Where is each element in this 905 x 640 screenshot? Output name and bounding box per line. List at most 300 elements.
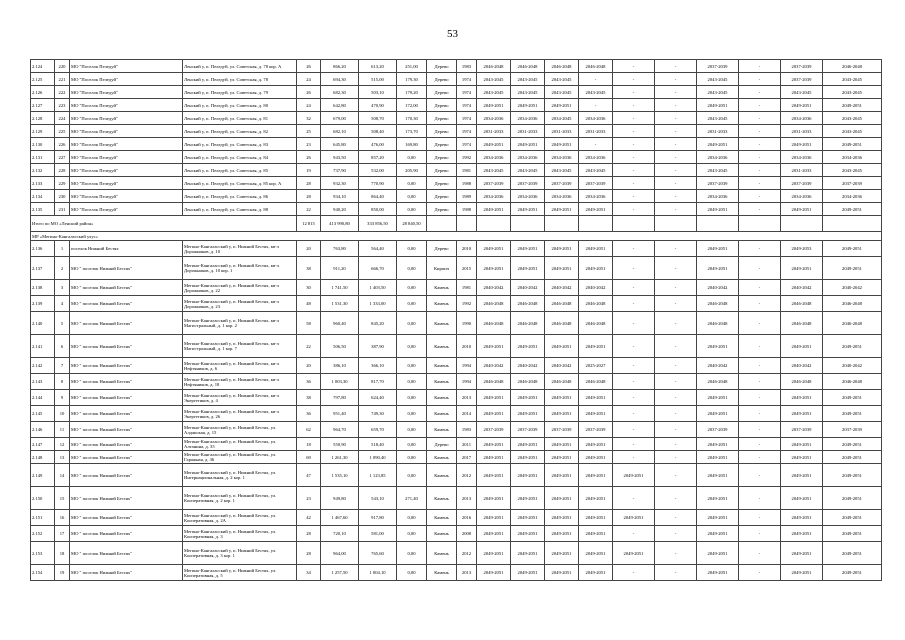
cell-s1: 951,40 [321,406,359,422]
cell-p4: 2034-2036 [579,190,613,203]
cell-p8: - [739,73,781,86]
cell-p5: - [613,241,655,257]
cell-addr: Ленский у, п. Пеледуй, ул. Советская, д. 88 [183,203,297,216]
cell-p2: 2049-2051 [511,438,545,451]
cell-p9: 2049-2051 [781,138,823,151]
cell-s3: 0,00 [397,296,427,312]
cell-p10: 2049-2051 [823,99,882,112]
cell-p8: - [739,60,781,73]
cell-apt: 26 [297,86,321,99]
cell-p3: 2049-2051 [545,203,579,216]
cell-s2: 765,60 [359,542,397,565]
cell-year: 2012 [457,542,477,565]
cell-addr: Мегино-Кангаласский у, п. Нижний Бестях, кв-л Нефтяников, д. 18 [183,374,297,390]
cell-p4: 2046-2048 [579,60,613,73]
cell-addr: Ленский у, п. Пеледуй, ул. Советская, д. 85 кор. А [183,177,297,190]
cell-p8: - [739,257,781,280]
cell-mat: Камень [427,335,457,358]
cell-p3: 2049-2051 [545,464,579,487]
cell-p10: 2037-2039 [823,422,882,438]
cell-addr: Ленский у, п. Пеледуй, ул. Советская, д. 81 [183,112,297,125]
cell-mo: МО " поселок Нижний Бестях" [70,464,183,487]
cell-addr: Мегино-Кангаласский у, п. Нижний Бестях, кв-л Магистральный, д. 1 кор. 7 [183,335,297,358]
cell-p4: 2025-2027 [579,358,613,374]
cell-p7: 2049-2051 [697,390,739,406]
cell-mo: МО " поселок Нижний Бестях" [70,487,183,510]
cell-addr: Мегино-Кангаласский у, п. Нижний Бестях, ул. Интернациональная, д. 2 кор. 1 [183,464,297,487]
cell-p8: - [739,296,781,312]
cell-p2: 2043-2045 [511,73,545,86]
cell-id: 4 [55,296,70,312]
cell-p8: - [739,241,781,257]
cell-s1: 642,80 [321,99,359,112]
cell-p8: - [739,438,781,451]
cell-s3: 0,00 [397,335,427,358]
table-row [31,296,882,312]
cell-s1: 911,20 [321,257,359,280]
cell-p1: 2049-2051 [477,241,511,257]
cell-p8: - [739,125,781,138]
cell-p4: 2049-2051 [579,438,613,451]
cell-mat: Камень [427,510,457,526]
table-row [31,203,882,216]
cell-s2: 366,10 [359,358,397,374]
cell-p2: 2043-2045 [511,86,545,99]
cell-p1: 2049-2051 [477,406,511,422]
cell-p9: 2031-2033 [781,125,823,138]
cell-s2: 1 123,85 [359,464,397,487]
cell-p2: 2040-2042 [511,280,545,296]
cell-p8: - [739,99,781,112]
cell-p3: 2049-2051 [545,510,579,526]
cell-mat: Камень [427,542,457,565]
cell-p4: 2049-2051 [579,451,613,464]
cell-s1: 506,50 [321,335,359,358]
cell-p2: 2049-2051 [511,138,545,151]
cell-addr: Ленский у, п. Пеледуй, ул. Советская, д. 85 [183,164,297,177]
cell-p2: 2049-2051 [511,542,545,565]
table-row [31,464,882,487]
cell-p8: - [739,335,781,358]
cell-p7: 2049-2051 [697,487,739,510]
cell-year: 1974 [457,112,477,125]
cell-s3: 0,00 [397,451,427,464]
cell-year: 1990 [457,312,477,335]
cell-addr: Мегино-Кангаласский у, п. Нижний Бестях, кв-л Нефтяников, д. 6 [183,358,297,374]
cell-p9: 2049-2051 [781,335,823,358]
cell-p10: 2049-2051 [823,138,882,151]
cell-mo: МО "Поселок Пеледуй" [70,99,183,112]
cell-s2: 659,70 [359,422,397,438]
cell-p1: 2049-2051 [477,257,511,280]
cell-s2: 666,70 [359,257,397,280]
cell-s3: 0,00 [397,177,427,190]
cell-mat: Дерево [427,438,457,451]
cell-no: 2.131 [31,151,55,164]
cell-p10: 2049-2051 [823,487,882,510]
cell-s1: 1 531,30 [321,296,359,312]
cell-addr: Мегино-Кангаласский у, п. Нижний Бестях, ул. Кооперативная, д. 3 [183,526,297,542]
cell-p5: - [613,358,655,374]
cell-p7: 2049-2051 [697,203,739,216]
cell-p5: 2049-2051 [613,464,655,487]
cell-year: 1994 [457,358,477,374]
cell-s1: 960,40 [321,312,359,335]
total-s1: 413 990,80 [321,216,359,232]
cell-p8: - [739,451,781,464]
cell-p2: 2040-2042 [511,358,545,374]
cell-year: 1992 [457,151,477,164]
cell-p2: 2049-2051 [511,390,545,406]
cell-mo: МО " поселок Нижний Бестях" [70,390,183,406]
cell-no: 2.142 [31,358,55,374]
cell-s2: 387,90 [359,335,397,358]
cell-s1: 866,20 [321,60,359,73]
cell-p1: 2049-2051 [477,510,511,526]
cell-p8: - [739,406,781,422]
cell-p8: - [739,374,781,390]
cell-p2: 2049-2051 [511,565,545,581]
cell-s1: 1 741,50 [321,280,359,296]
cell-p1: 2049-2051 [477,203,511,216]
cell-p7: 2046-2048 [697,312,739,335]
cell-p8: - [739,487,781,510]
table-row [31,526,882,542]
cell-id: 229 [55,177,70,190]
cell-p1: 2043-2045 [477,86,511,99]
cell-p7: 2043-2045 [697,73,739,86]
cell-s1: 645,80 [321,138,359,151]
cell-s2: 476,00 [359,138,397,151]
cell-p1: 2049-2051 [477,438,511,451]
cell-mo: МО "Поселок Пеледуй" [70,86,183,99]
cell-p8: - [739,177,781,190]
cell-apt: 38 [297,257,321,280]
cell-mat: Дерево [427,241,457,257]
cell-p9: 2046-2048 [781,374,823,390]
cell-mat: Кирпич [427,257,457,280]
cell-addr: Мегино-Кангаласский у, п. Нижний Бестях, ул. Кооперативная, д. 2 кор. 1 [183,487,297,510]
cell-no: 2.147 [31,438,55,451]
cell-mat: Дерево [427,177,457,190]
cell-s1: 934,10 [321,190,359,203]
cell-p10: 2037-2039 [823,177,882,190]
cell-p3: 2043-2045 [545,86,579,99]
cell-p5: - [613,190,655,203]
cell-s3: 172,00 [397,99,427,112]
cell-p1: 2049-2051 [477,565,511,581]
cell-p5: - [613,487,655,510]
cell-p1: 2031-2033 [477,125,511,138]
cell-p2: 2049-2051 [511,451,545,464]
cell-p9: 2046-2048 [781,312,823,335]
cell-p9: 2049-2053 [781,241,823,257]
cell-p6: - [655,125,697,138]
cell-s3: 179,30 [397,73,427,86]
cell-mat: Камень [427,390,457,406]
cell-p4: 2037-2039 [579,422,613,438]
cell-p9: 2049-2051 [781,406,823,422]
cell-apt: 32 [297,112,321,125]
cell-s2: 515,00 [359,73,397,86]
cell-year: 1974 [457,86,477,99]
cell-p4: 2043-2045 [579,86,613,99]
cell-year: 1981 [457,280,477,296]
cell-p3: 2049-2051 [545,99,579,112]
cell-id: 221 [55,73,70,86]
cell-id: 19 [55,565,70,581]
cell-s3: 0,00 [397,464,427,487]
cell-p1: 2034-2036 [477,112,511,125]
cell-p4: 2043-2045 [579,164,613,177]
cell-p7: 2049-2051 [697,526,739,542]
cell-p6: - [655,73,697,86]
cell-p1: 2046-2048 [477,312,511,335]
cell-p3: 2049-2051 [545,451,579,464]
table-row [31,374,882,390]
cell-id: 227 [55,151,70,164]
cell-p6: - [655,374,697,390]
cell-p3: 2046-2048 [545,312,579,335]
cell-mo: МО " поселок Нижний Бестях" [70,296,183,312]
cell-year: 1988 [457,177,477,190]
cell-mat: Дерево [427,151,457,164]
cell-p7: 2049-2051 [697,257,739,280]
total-apt: 12 815 [297,216,321,232]
cell-apt: 20 [297,358,321,374]
cell-addr: Мегино-Кангаласский у, п. Нижний Бестях, ул. Алданская, д. 15 [183,422,297,438]
cell-s3: 0,00 [397,422,427,438]
cell-p3: 2049-2051 [545,390,579,406]
cell-addr: Мегино-Кангаласский у, п. Нижний Бестях, кв-л Магистральный, д. 1 кор. 2 [183,312,297,335]
cell-p3: 2037-2039 [545,177,579,190]
cell-mat: Камень [427,312,457,335]
cell-p5: - [613,451,655,464]
cell-p6: - [655,312,697,335]
cell-mat: Камень [427,358,457,374]
cell-p4: 2049-2051 [579,241,613,257]
cell-p5: - [613,138,655,151]
cell-apt: 47 [297,464,321,487]
table-row [31,422,882,438]
cell-p8: - [739,112,781,125]
cell-p3: 2046-2048 [545,374,579,390]
cell-no: 2.148 [31,451,55,464]
cell-p1: 2049-2051 [477,335,511,358]
cell-s2: 503,10 [359,86,397,99]
cell-s1: 1 261,30 [321,451,359,464]
cell-p8: - [739,86,781,99]
cell-p10: 2049-2051 [823,335,882,358]
cell-apt: 24 [297,99,321,112]
cell-s2: 613,20 [359,60,397,73]
cell-p6: - [655,542,697,565]
cell-no: 2.140 [31,312,55,335]
cell-s3: 205,90 [397,164,427,177]
cell-addr: Ленский у, п. Пеледуй, ул. Советская, д. 82 [183,125,297,138]
cell-s2: 543,10 [359,487,397,510]
table-row [31,565,882,581]
cell-p4: 2046-2048 [579,374,613,390]
cell-year: 1989 [457,190,477,203]
cell-s1: 763,80 [321,241,359,257]
table-row [31,257,882,280]
cell-p1: 2034-2036 [477,151,511,164]
cell-year: 2012 [457,464,477,487]
cell-p4: 2049-2051 [579,335,613,358]
cell-p8: - [739,280,781,296]
cell-s1: 550,90 [321,438,359,451]
cell-p5: - [613,526,655,542]
cell-id: 230 [55,190,70,203]
page-number: 53 [447,28,458,40]
cell-p8: - [739,312,781,335]
cell-p1: 2049-2051 [477,390,511,406]
cell-p10: 2049-2051 [823,203,882,216]
cell-p6: - [655,565,697,581]
cell-p5: - [613,257,655,280]
cell-apt: 23 [297,138,321,151]
cell-apt: 28 [297,542,321,565]
cell-apt: 18 [297,438,321,451]
cell-p6: - [655,438,697,451]
cell-year: 1981 [457,164,477,177]
cell-p6: - [655,138,697,151]
cell-p8: - [739,565,781,581]
cell-s2: 1 090,40 [359,451,397,464]
cell-mat: Камень [427,374,457,390]
cell-mat: Камень [427,526,457,542]
cell-mat: Камень [427,422,457,438]
cell-addr: Мегино-Кангаласский у, п. Нижний Бестях, кв-л Энергетиков, д. 4 [183,390,297,406]
cell-p4: 2034-2036 [579,151,613,164]
cell-s3: 0,00 [397,542,427,565]
cell-p4: 2049-2051 [579,487,613,510]
cell-s3: 0,00 [397,151,427,164]
cell-mo: МО " поселок Нижний Бестях" [70,510,183,526]
cell-no: 2.145 [31,406,55,422]
cell-p2: 2049-2051 [511,257,545,280]
cell-p3: 2037-2039 [545,422,579,438]
cell-s2: 624,40 [359,390,397,406]
cell-mat: Дерево [427,138,457,151]
cell-p9: 2037-2039 [781,73,823,86]
cell-mo: поселок Нижний Бестях [70,241,183,257]
cell-p3: 2034-2045 [545,112,579,125]
cell-mo: МО "Поселок Пеледуй" [70,203,183,216]
cell-no: 2.136 [31,241,55,257]
cell-s1: 964,70 [321,422,359,438]
cell-apt: 28 [297,177,321,190]
cell-p10: 2034-2036 [823,151,882,164]
cell-p4: - [579,99,613,112]
cell-mo: МО "Поселок Пеледуй" [70,177,183,190]
cell-p7: 2037-2039 [697,60,739,73]
cell-apt: 23 [297,487,321,510]
cell-p5: - [613,374,655,390]
cell-p9: 2037-2039 [781,60,823,73]
cell-id: 226 [55,138,70,151]
table-row [31,358,882,374]
cell-s1: 694,30 [321,73,359,86]
cell-addr: Мегино-Кангаласский у, п. Нижний Бестях, кв-л Дорожников, д. 10 [183,241,297,257]
cell-no: 2.154 [31,565,55,581]
cell-p9: 2049-2051 [781,203,823,216]
cell-s2: 864,40 [359,190,397,203]
table-row [31,73,882,86]
cell-id: 11 [55,422,70,438]
cell-p7: 2049-2051 [697,565,739,581]
table-row [31,60,882,73]
cell-p10: 2049-2051 [823,451,882,464]
cell-p6: - [655,257,697,280]
cell-s2: 857,20 [359,151,397,164]
cell-s2: 532,00 [359,164,397,177]
cell-s2: 845,20 [359,312,397,335]
cell-s3: 0,00 [397,312,427,335]
cell-p9: 2049-2051 [781,510,823,526]
cell-mat: Дерево [427,73,457,86]
table-row [31,510,882,526]
cell-p4: 2049-2051 [579,526,613,542]
cell-mat: Камень [427,280,457,296]
cell-apt: 69 [297,451,321,464]
cell-s3: 0,00 [397,406,427,422]
cell-id: 223 [55,99,70,112]
cell-p9: 2034-2036 [781,151,823,164]
cell-s1: 682,30 [321,86,359,99]
cell-apt: 42 [297,510,321,526]
cell-p3: 2046-2048 [545,296,579,312]
cell-p10: 2049-2051 [823,390,882,406]
cell-p6: - [655,406,697,422]
cell-p7: 2049-2051 [697,438,739,451]
cell-mo: МО "Поселок Пеледуй" [70,164,183,177]
table-row [31,99,882,112]
cell-year: 1983 [457,60,477,73]
cell-year: 2014 [457,406,477,422]
cell-p7: 2049-2051 [697,241,739,257]
cell-mo: МО " поселок Нижний Бестях" [70,422,183,438]
cell-p9: 2049-2051 [781,438,823,451]
cell-p2: 2037-2039 [511,422,545,438]
cell-s1: 679,00 [321,112,359,125]
cell-p5: - [613,422,655,438]
cell-id: 10 [55,406,70,422]
cell-apt: 28 [297,190,321,203]
cell-p10: 2049-2051 [823,406,882,422]
cell-p10: 2049-2051 [823,438,882,451]
cell-no: 2.144 [31,390,55,406]
cell-mo: МО " поселок Нижний Бестях" [70,451,183,464]
cell-year: 2008 [457,526,477,542]
cell-mo: МО " поселок Нижний Бестях" [70,358,183,374]
cell-id: 6 [55,335,70,358]
cell-p5: - [613,99,655,112]
cell-p3: 2040-2042 [545,280,579,296]
cell-p4: 2049-2051 [579,565,613,581]
cell-no: 2.150 [31,487,55,510]
cell-s3: 271,40 [397,487,427,510]
cell-mo: МО " поселок Нижний Бестях" [70,335,183,358]
cell-p1: 2040-2042 [477,358,511,374]
cell-mat: Камень [427,451,457,464]
cell-p6: - [655,241,697,257]
cell-p3: 2034-2036 [545,151,579,164]
cell-p7: 2049-2051 [697,138,739,151]
cell-id: 17 [55,526,70,542]
cell-p3: 2049-2051 [545,565,579,581]
